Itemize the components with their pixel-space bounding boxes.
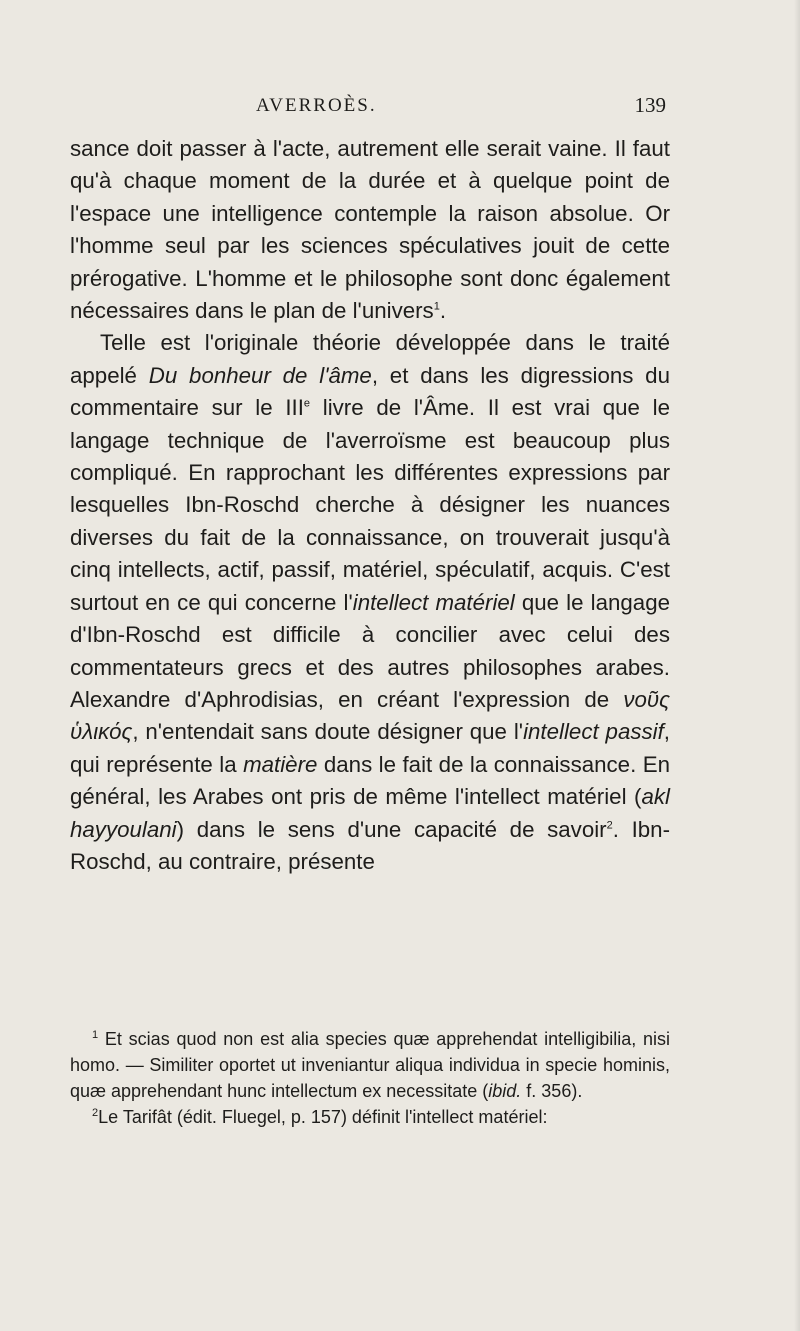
running-title: AVERROÈS. (256, 95, 377, 116)
footnote-text: Et scias quod non est alia species quæ apprehendat intelligibilia, nisi homo. — Similiter oportet ut inveniantur aliqua individua in specie hominis, quæ apprehendant hunc intellectum ex necessitate ( (70, 1029, 670, 1101)
text-run: sance doit passer à l'acte, autrement elle serait vaine. Il faut qu'à chaque moment de la durée et à quelque point de l'espace une intelligence contemple la raison absolue. Or l'homme seul par les sciences spéculatives jouit de cette prérogative. L'homme et le philosophe sont donc également nécessaires dans le plan de l'univers (70, 136, 670, 324)
footnotes (70, 1026, 670, 1130)
work-title: Du bonheur de l'âme (148, 362, 372, 388)
term-matiere: matière (243, 751, 318, 777)
text-run: , qui représente la (70, 719, 670, 777)
text-run: , et dans les digressions du commentaire sur le (70, 362, 670, 421)
text-run: . Ibn-Roschd, au contraire, présente (70, 816, 671, 874)
footnote-ibid: ibid. (488, 1081, 522, 1101)
arabic-term: akl hayyoulani (70, 784, 670, 842)
text-run: Telle est l'originale théorie développée dans le traité appelé (70, 330, 670, 388)
footnote-1 (70, 1026, 670, 1104)
footnote-text: Le Tarifât (édit. Fluegel, p. 157) définit l'intellect matériel: (98, 1107, 548, 1127)
term-intellect-materiel: intellect matériel (352, 589, 515, 615)
footnote-ref-1: 1 (433, 300, 440, 313)
footnote-2 (70, 1104, 670, 1130)
footnote-marker: 1 (92, 1029, 99, 1041)
page-edge-shadow (794, 0, 800, 1331)
page-header (256, 95, 666, 125)
term-intellect-passif: intellect passif (523, 719, 664, 745)
footnote-ref: f. 356). (521, 1081, 583, 1101)
greek-term: νοῦς ὑλικός (70, 686, 670, 745)
footnote-ref-2: 2 (606, 819, 613, 832)
paragraph-2 (70, 327, 670, 878)
text-run: que le langage d'Ibn-Roschd est difficile à concilier avec celui des commentateurs grecs et des autres philosophes arabes. Alexandre d'Aphrodisias, en créant l'expression de (70, 589, 670, 712)
main-text (70, 133, 670, 878)
ordinal-suffix: e (303, 397, 311, 410)
page-number: 139 (634, 93, 666, 117)
book-number: III (285, 395, 304, 421)
text-run: dans le fait de la connaissance. En général, les Arabes ont pris de même l'intellect matériel ( (70, 751, 670, 810)
text-run: . (439, 298, 447, 324)
text-run: , n'entendait sans doute désigner que l' (132, 719, 524, 745)
paragraph-1 (70, 133, 670, 327)
text-run: livre de l'Âme. Il est vrai que le langage technique de l'averroïsme est beaucoup plus compliqué. En rapprochant les différentes expressions par lesquelles Ibn-Roschd cherche à désigner les nuances diverses du fait de la connaissance, on trouverait jusqu'à cinq intellects, actif, passif, matériel, spéculatif, acquis. C'est surtout en ce qui concerne l' (70, 395, 670, 615)
text-run: ) dans le sens d'une capacité de savoir (176, 816, 607, 842)
footnote-marker: 2 (92, 1107, 99, 1119)
